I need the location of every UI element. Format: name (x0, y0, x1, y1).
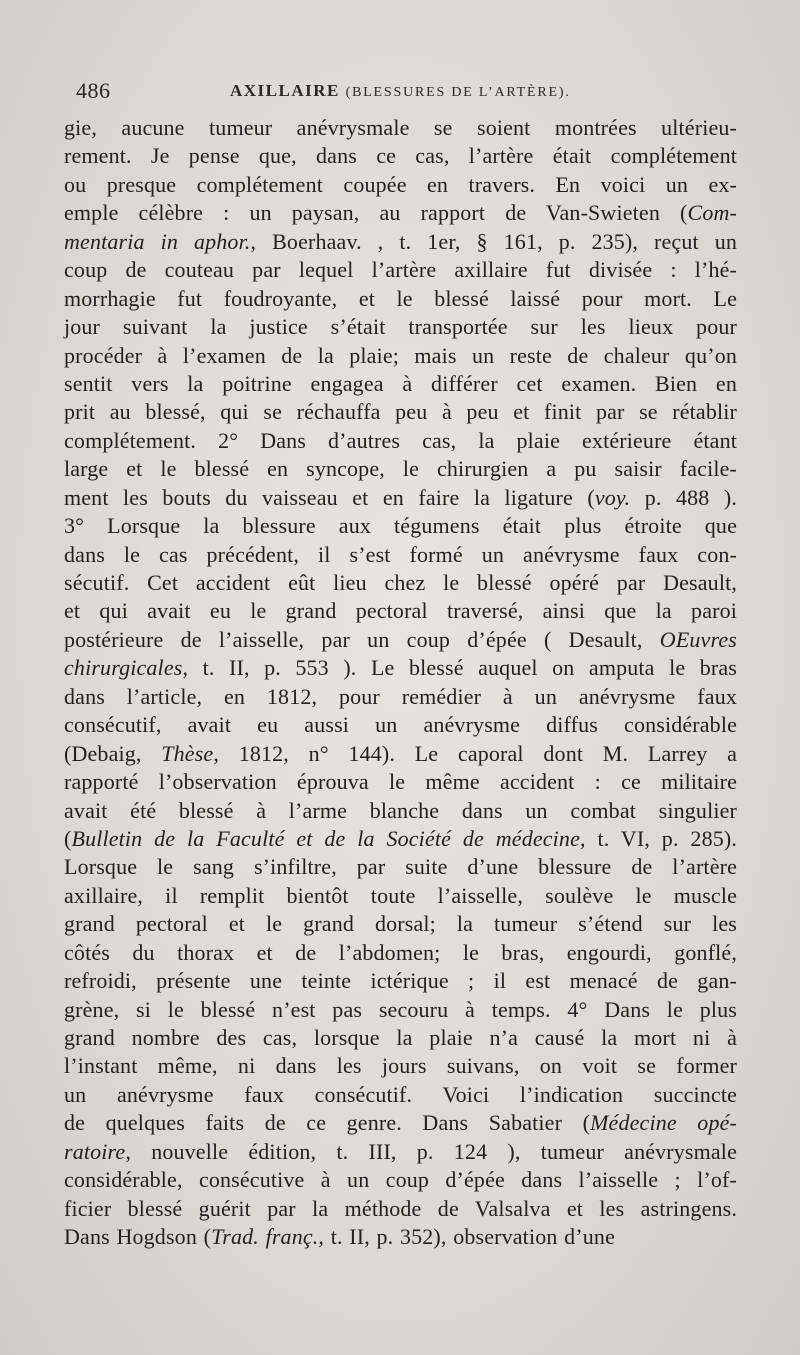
line-text: rement. Je pense que, dans ce cas, l’artère était complétement (64, 143, 737, 169)
line-text: dans l’article, en 1812, pour remédier à un anévrysme faux (64, 683, 737, 709)
text-line (64, 114, 737, 142)
line-text: gie, aucune tumeur anévrysmale se soient montrées ultérieu- (64, 115, 737, 140)
line-text: prit au blessé, qui se réchauffa peu à peu et finit par se rétablir (64, 399, 737, 425)
line-text: postérieure de l’aisselle, par un coup d’épée ( Desault, (64, 626, 660, 652)
text-line (64, 626, 737, 654)
text-line (64, 1223, 737, 1251)
text-line (64, 825, 737, 853)
text-line (64, 967, 737, 995)
text-line (64, 228, 737, 256)
text-line (64, 996, 737, 1024)
line-text: axillaire, il remplit bientôt toute l’aisselle, soulève le muscle (64, 882, 737, 908)
line-text: refroidi, présente une teinte ictérique ; il est menacé de gan- (64, 968, 737, 994)
text-line (64, 853, 737, 881)
line-text: Dans Hogdson ( (64, 1224, 212, 1250)
text-line (64, 142, 737, 170)
text-line (64, 370, 737, 398)
line-italic-text: Bulletin de la Faculté et de la Société de médecine (71, 825, 580, 851)
text-line (64, 1166, 737, 1194)
line-italic-text: Trad. franç. (211, 1224, 319, 1250)
text-line (64, 313, 737, 341)
line-text: , t. VI, p. 285). (580, 825, 737, 851)
text-line (64, 654, 737, 682)
line-text: ou presque complétement coupée en travers. En voici un ex- (64, 171, 737, 197)
text-line (64, 256, 737, 284)
line-text: (Debaig, (64, 740, 162, 766)
text-line (64, 1138, 737, 1166)
running-title-parenthetical: (BLESSURES DE L’ARTÈRE). (345, 85, 571, 100)
line-text: Lorsque le sang s’infiltre, par suite d’une blessure de l’artère (64, 854, 737, 880)
line-text: grand pectoral et le grand dorsal; la tumeur s’étend sur les (64, 911, 737, 937)
text-line (64, 1024, 737, 1052)
line-text: emple célèbre : un paysan, au rapport de Van-Swieten ( (64, 200, 688, 226)
line-italic-text: Com- (687, 200, 737, 226)
line-text: sentit vers la poitrine engagea à différer cet examen. Bien en (64, 370, 737, 396)
line-italic-text: ratoire (64, 1138, 126, 1164)
line-text: 3° Lorsque la blessure aux tégumens était plus étroite que (64, 513, 737, 539)
text-line (64, 683, 737, 711)
line-text: rapporté l’observation éprouva le même accident : ce militaire (64, 769, 737, 795)
running-title-main: AXILLAIRE (230, 81, 340, 100)
text-line (64, 171, 737, 199)
line-text: p. 488 ). (630, 484, 737, 510)
text-line (64, 711, 737, 739)
text-line (64, 541, 737, 569)
line-italic-text: OEuvres (659, 626, 737, 652)
running-title (230, 81, 571, 101)
text-line (64, 427, 737, 455)
line-text: dans le cas précédent, il s’est formé un anévrysme faux con- (64, 541, 737, 567)
text-line (64, 910, 737, 938)
line-italic-text: Thèse (161, 740, 214, 766)
text-line (64, 939, 737, 967)
line-italic-text: voy. (594, 484, 631, 510)
text-line (64, 342, 737, 370)
text-line (64, 199, 737, 227)
line-italic-text: Médecine opé- (590, 1110, 737, 1136)
text-line (64, 740, 737, 768)
page-number: 486 (76, 78, 111, 103)
line-text: ( (64, 825, 72, 851)
text-line (64, 1109, 737, 1137)
page-header (64, 78, 730, 110)
line-text: grand nombre des cas, lorsque la plaie n’a causé la mort ni à (64, 1025, 737, 1050)
text-line (64, 882, 737, 910)
line-italic-text: mentaria in aphor. (64, 228, 251, 254)
text-line (64, 1195, 737, 1223)
line-text: , 1812, n° 144). Le caporal dont M. Larrey a (213, 740, 737, 766)
line-italic-text: chirurgicales (64, 655, 183, 681)
text-line (64, 597, 737, 625)
line-text: , t. II, p. 352), observation d’une (318, 1224, 615, 1250)
line-text: avait été blessé à l’arme blanche dans un combat singulier (64, 797, 737, 823)
line-text: jour suivant la justice s’était transportée sur les lieux pour (64, 314, 737, 340)
line-text: , t. II, p. 553 ). Le blessé auquel on amputa le bras (182, 655, 737, 681)
line-text: de quelques faits de ce genre. Dans Sabatier ( (64, 1110, 591, 1136)
line-text: large et le blessé en syncope, le chirurgien a pu saisir facile- (64, 456, 737, 482)
text-line (64, 1081, 737, 1109)
text-line (64, 455, 737, 483)
line-text: ficier blessé guérit par la méthode de Valsalva et les astringens. (64, 1195, 737, 1221)
line-text: côtés du thorax et de l’abdomen; le bras, engourdi, gonflé, (64, 939, 737, 965)
line-text: morrhagie fut foudroyante, et le blessé laissé pour mort. Le (64, 285, 737, 311)
line-text: consécutif, avait eu aussi un anévrysme diffus considérable (64, 712, 737, 738)
line-text: , Boerhaav. , t. 1er, § 161, p. 235), reçut un (250, 228, 737, 254)
line-text: considérable, consécutive à un coup d’épée dans l’aisselle ; l’of- (64, 1167, 737, 1193)
line-text: coup de couteau par lequel l’artère axillaire fut divisée : l’hé- (64, 257, 737, 283)
line-text: sécutif. Cet accident eût lieu chez le blessé opéré par Desault, (64, 570, 737, 595)
text-line (64, 285, 737, 313)
line-text: grène, si le blessé n’est pas secouru à temps. 4° Dans le plus (64, 996, 737, 1022)
text-line (64, 1052, 737, 1080)
line-text: ment les bouts du vaisseau et en faire la ligature ( (64, 484, 595, 510)
text-line (64, 797, 737, 825)
line-text: complétement. 2° Dans d’autres cas, la plaie extérieure étant (64, 427, 737, 453)
text-line (64, 569, 737, 597)
text-line (64, 768, 737, 796)
line-text: un anévrysme faux consécutif. Voici l’indication succincte (64, 1081, 737, 1107)
text-line (64, 512, 737, 540)
line-text: procéder à l’examen de la plaie; mais un reste de chaleur qu’on (64, 342, 737, 368)
body-text (64, 114, 737, 1252)
text-line (64, 398, 737, 426)
line-text: l’instant même, ni dans les jours suivans, on voit se former (64, 1053, 737, 1079)
text-line (64, 484, 737, 512)
line-text: et qui avait eu le grand pectoral traversé, ainsi que la paroi (64, 598, 737, 624)
line-text: , nouvelle édition, t. III, p. 124 ), tumeur anévrysmale (125, 1138, 737, 1164)
